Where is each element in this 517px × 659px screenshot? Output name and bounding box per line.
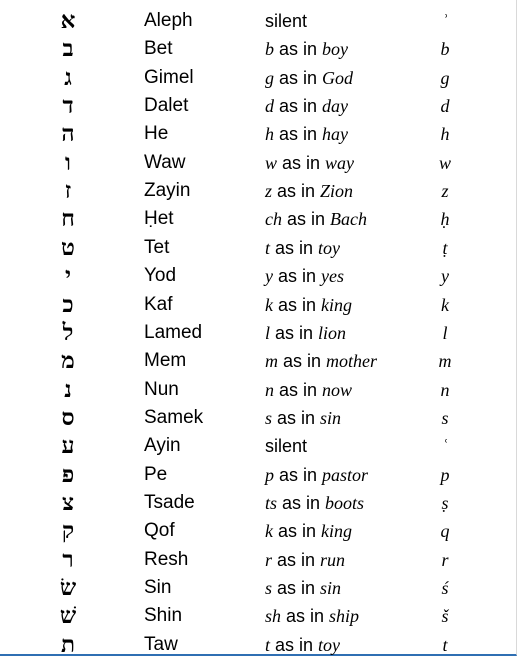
sound: r: [265, 549, 273, 570]
transliteration: h: [440, 124, 450, 145]
example-word: run: [320, 549, 346, 570]
hebrew-letter: פ: [61, 460, 75, 488]
transliteration: r: [441, 549, 449, 570]
example-word: lion: [318, 322, 347, 343]
as-in-text: as in: [272, 578, 321, 598]
letter-row: [0, 546, 516, 574]
letter-name: Gimel: [144, 66, 194, 88]
example-word: yes: [321, 266, 345, 287]
letter-row: [0, 489, 516, 517]
letter-row: [0, 347, 516, 375]
sound: d: [265, 96, 274, 117]
hebrew-letter: שׁ: [59, 602, 77, 630]
example-word: mother: [326, 351, 378, 372]
transliteration: z: [441, 181, 449, 202]
hebrew-letter: ט: [61, 233, 75, 261]
sound: h: [265, 124, 274, 145]
as-in-text: as in: [274, 67, 323, 88]
letter-row: [0, 602, 516, 630]
pronunciation: [265, 631, 340, 659]
hebrew-letter: ר: [62, 545, 74, 573]
letter-row: [0, 177, 516, 205]
sound: g: [265, 67, 274, 88]
pronunciation: [265, 92, 348, 120]
as-in-text: as in: [282, 209, 331, 230]
as-in-text: as in: [274, 464, 323, 485]
hebrew-letter: נ: [64, 375, 72, 403]
letter-name: Tet: [144, 236, 170, 258]
sound: y: [265, 266, 273, 287]
letter-name: He: [144, 123, 169, 145]
hebrew-letter: ד: [62, 92, 74, 120]
as-in-text: as in: [272, 407, 321, 428]
sound: m: [265, 351, 278, 372]
letter-name: Ḥet: [144, 208, 174, 230]
transliteration: ʿ: [442, 436, 448, 457]
pronunciation: [265, 432, 307, 460]
example-word: toy: [318, 237, 341, 258]
letter-name: Zayin: [144, 180, 191, 202]
transliteration: š: [441, 606, 449, 627]
as-in-text: as in: [270, 237, 319, 258]
pronunciation-note: silent: [265, 11, 308, 31]
hebrew-letter: ג: [64, 63, 72, 91]
pronunciation: [265, 517, 352, 545]
sound: z: [265, 181, 273, 202]
letter-row: [0, 630, 516, 658]
letter-name: Lamed: [144, 321, 203, 343]
as-in-text: as in: [274, 39, 323, 60]
example-word: king: [321, 521, 353, 542]
hebrew-letter: מ: [61, 347, 75, 375]
pronunciation: [265, 177, 353, 205]
pronunciation: [265, 461, 368, 489]
as-in-text: as in: [278, 351, 327, 372]
letter-name: Waw: [144, 151, 186, 173]
example-word: Zion: [320, 181, 354, 202]
as-in-text: as in: [273, 266, 322, 287]
letter-name: Ayin: [144, 435, 181, 457]
transliteration: y: [441, 266, 449, 287]
letter-name: Samek: [144, 406, 204, 428]
letter-row: [0, 262, 516, 290]
transliteration: ṭ: [442, 237, 448, 258]
sound: t: [265, 634, 271, 655]
as-in-text: as in: [272, 181, 321, 202]
pronunciation: [265, 347, 377, 375]
hebrew-letter: ס: [61, 403, 75, 431]
letter-name: Qof: [144, 520, 175, 542]
hebrew-letter: כ: [62, 290, 74, 318]
hebrew-letter: ק: [61, 517, 75, 545]
letter-row: [0, 291, 516, 319]
letter-name: Shin: [144, 605, 183, 627]
sound: k: [265, 521, 273, 542]
letter-name: Bet: [144, 38, 173, 60]
pronunciation: [265, 404, 341, 432]
transliteration: t: [442, 634, 448, 655]
pronunciation: [265, 376, 352, 404]
example-word: God: [322, 67, 354, 88]
sound: ch: [265, 209, 282, 230]
example-word: now: [322, 379, 353, 400]
as-in-text: as in: [270, 322, 319, 343]
letter-name: Taw: [144, 633, 178, 655]
hebrew-letter: ב: [62, 35, 74, 63]
example-word: toy: [318, 634, 341, 655]
pronunciation: [265, 262, 344, 290]
letter-name: Dalet: [144, 95, 189, 117]
sound: n: [265, 379, 274, 400]
letter-row: [0, 7, 516, 35]
sound: l: [265, 322, 271, 343]
as-in-text: as in: [274, 124, 323, 145]
hebrew-letter: צ: [61, 488, 75, 516]
example-word: ship: [329, 606, 360, 627]
as-in-text: as in: [274, 379, 323, 400]
letter-row: [0, 64, 516, 92]
as-in-text: as in: [277, 492, 326, 513]
example-word: boy: [322, 39, 349, 60]
hebrew-letter: ע: [61, 432, 75, 460]
as-in-text: as in: [277, 152, 326, 173]
sound: p: [265, 464, 274, 485]
transliteration: m: [438, 351, 452, 372]
letter-name: Tsade: [144, 491, 195, 513]
letter-row: [0, 461, 516, 489]
letter-name: Kaf: [144, 293, 173, 315]
letter-row: [0, 149, 516, 177]
letter-row: [0, 319, 516, 347]
transliteration: p: [440, 464, 450, 485]
transliteration: w: [438, 152, 451, 173]
hebrew-letter: י: [64, 262, 72, 290]
sound: s: [265, 578, 273, 598]
letter-name: Aleph: [144, 10, 193, 31]
sound: w: [265, 152, 278, 173]
letter-name: Resh: [144, 548, 189, 570]
sound: sh: [265, 606, 282, 627]
letter-name: Yod: [144, 265, 177, 287]
pronunciation: [265, 489, 364, 517]
pronunciation-note: silent: [265, 436, 308, 457]
pronunciation: [265, 64, 353, 92]
example-word: king: [321, 294, 353, 315]
letter-name: Sin: [144, 577, 172, 598]
pronunciation: [265, 291, 352, 319]
hebrew-letter: א: [60, 7, 76, 34]
letter-row: [0, 205, 516, 233]
example-word: way: [325, 152, 355, 173]
as-in-text: as in: [281, 606, 330, 627]
pronunciation: [265, 319, 346, 347]
pronunciation: [265, 205, 367, 233]
letter-row: [0, 92, 516, 120]
as-in-text: as in: [274, 96, 323, 117]
pronunciation: [265, 7, 307, 35]
letter-row: [0, 574, 516, 602]
example-word: boots: [325, 492, 365, 513]
letter-name: Pe: [144, 463, 168, 485]
pronunciation: [265, 234, 340, 262]
letter-row: [0, 432, 516, 460]
sound: b: [265, 39, 274, 60]
pronunciation: [265, 602, 359, 630]
transliteration: q: [440, 521, 450, 542]
transliteration: ś: [441, 578, 449, 598]
letter-row: [0, 376, 516, 404]
transliteration: d: [440, 96, 450, 117]
example-word: day: [322, 96, 349, 117]
hebrew-letter: ה: [61, 120, 75, 148]
example-word: Bach: [330, 209, 368, 230]
hebrew-letter: ו: [65, 148, 71, 176]
transliteration: ḥ: [440, 209, 450, 230]
letter-name: Nun: [144, 378, 179, 400]
pronunciation: [265, 35, 348, 63]
hebrew-letter: ל: [62, 318, 74, 346]
transliteration: ṣ: [441, 492, 449, 513]
transliteration: b: [440, 39, 450, 60]
hebrew-letter: ז: [64, 177, 72, 205]
pronunciation: [265, 120, 348, 148]
as-in-text: as in: [272, 549, 321, 570]
sound: k: [265, 294, 273, 315]
letter-row: [0, 120, 516, 148]
letter-row: [0, 517, 516, 545]
as-in-text: as in: [273, 521, 322, 542]
transliteration: l: [442, 322, 448, 343]
pronunciation: [265, 574, 341, 602]
pronunciation: [265, 546, 345, 574]
letter-row: [0, 404, 516, 432]
transliteration: k: [441, 294, 449, 315]
as-in-text: as in: [270, 634, 319, 655]
hebrew-letter: ת: [60, 630, 76, 658]
as-in-text: as in: [273, 294, 322, 315]
example-word: pastor: [322, 464, 369, 485]
example-word: hay: [322, 124, 349, 145]
transliteration: ʾ: [442, 11, 448, 31]
sound: t: [265, 237, 271, 258]
hebrew-letter: שׂ: [59, 574, 77, 601]
transliteration: s: [441, 407, 449, 428]
letter-row: [0, 35, 516, 63]
sound: s: [265, 407, 273, 428]
example-word: sin: [320, 578, 342, 598]
letter-row: [0, 234, 516, 262]
example-word: sin: [320, 407, 342, 428]
transliteration: n: [440, 379, 450, 400]
letter-name: Mem: [144, 350, 187, 372]
hebrew-letter: ח: [61, 205, 75, 233]
sound: ts: [265, 492, 278, 513]
pronunciation: [265, 149, 354, 177]
transliteration: g: [440, 67, 450, 88]
